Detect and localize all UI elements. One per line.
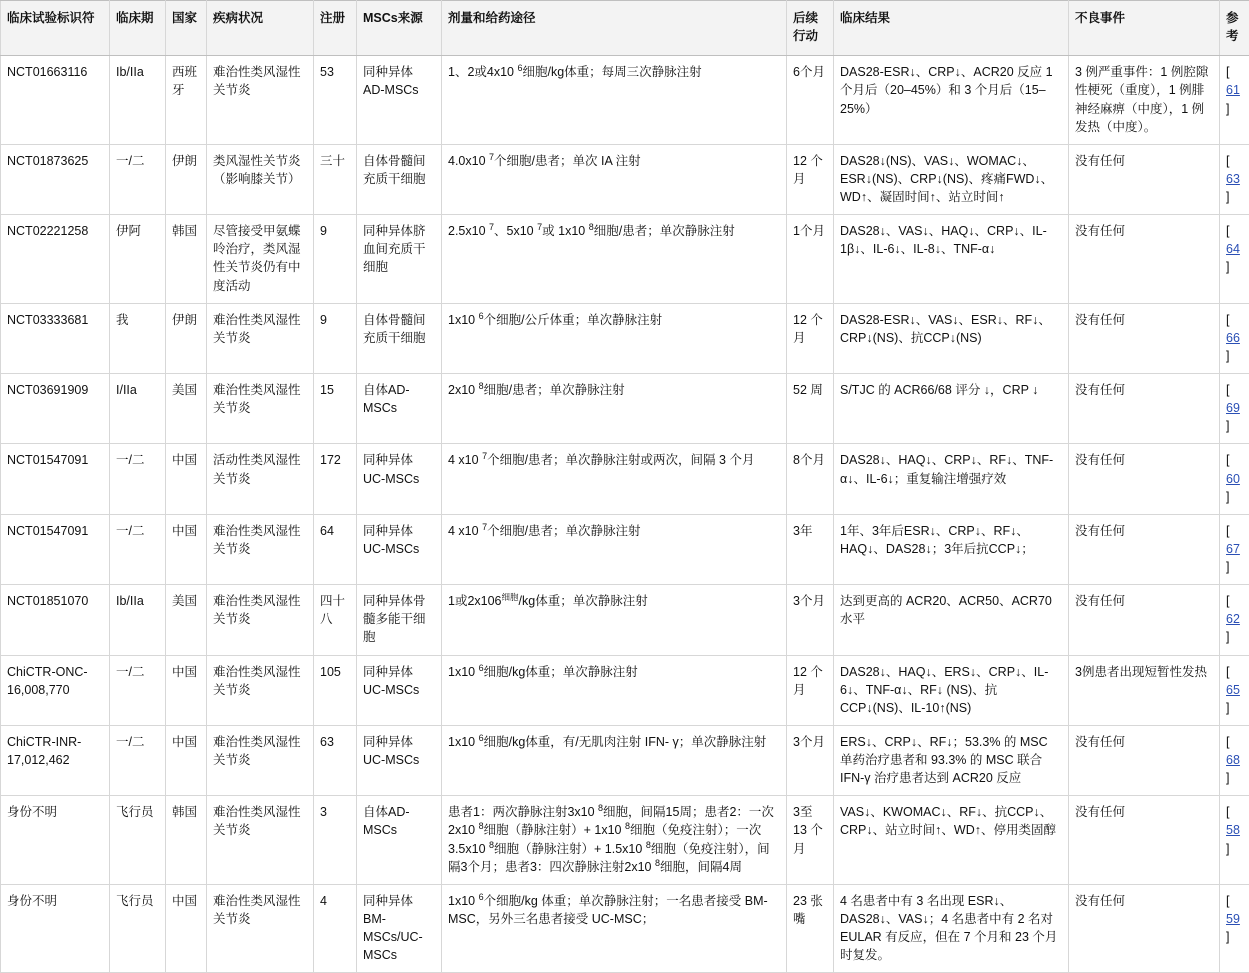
reference-bracket-close: ] <box>1226 701 1229 715</box>
followup-cell: 12 个月 <box>787 144 834 214</box>
outcome-cell: ERS↓、CRP↓、RF↓；53.3% 的 MSC 单药治疗患者和 93.3% 的 MSC 联合 IFN-γ 治疗患者达到 ACR20 反应 <box>834 725 1069 795</box>
reference-bracket-close: ] <box>1226 930 1229 944</box>
phase-cell: 飞行员 <box>110 884 166 973</box>
table-row <box>1 514 1249 584</box>
outcome-cell: S/TJC 的 ACR66/68 评分 ↓，CRP ↓ <box>834 374 1069 444</box>
reference-cell <box>1220 725 1249 795</box>
dose-route-cell: 1、2或4x10 $^6$细胞/kg体重；每周三次静脉注射 <box>442 56 787 145</box>
reference-cell <box>1220 514 1249 584</box>
column-header-dose-route: 剂量和给药途径 <box>442 1 787 56</box>
column-header-followup: 后续行动 <box>787 1 834 56</box>
msc-source-cell: 自体骨髓间充质干细胞 <box>357 303 442 373</box>
reference-cell <box>1220 374 1249 444</box>
followup-cell: 3个月 <box>787 585 834 655</box>
adverse-events-cell: 没有任何 <box>1069 884 1220 973</box>
phase-cell: 我 <box>110 303 166 373</box>
table-row <box>1 56 1249 145</box>
country-cell: 韩国 <box>166 796 207 885</box>
reference-link[interactable]: 61 <box>1226 83 1240 97</box>
trial-id-cell: NCT01851070 <box>1 585 110 655</box>
reference-cell <box>1220 56 1249 145</box>
country-cell: 韩国 <box>166 215 207 304</box>
outcome-cell: 1年、3年后ESR↓、CRP↓、RF↓、HAQ↓、DAS28↓；3年后抗CCP↓； <box>834 514 1069 584</box>
trial-id-cell: NCT03333681 <box>1 303 110 373</box>
reference-link[interactable]: 66 <box>1226 331 1240 345</box>
column-header-msc-source: MSCs来源 <box>357 1 442 56</box>
followup-cell: 1个月 <box>787 215 834 304</box>
reference-cell <box>1220 215 1249 304</box>
dose-route-cell: 1x10 $^6$个细胞/公斤体重；单次静脉注射 <box>442 303 787 373</box>
reference-bracket-open: [ <box>1226 524 1229 538</box>
dose-route-cell: 1x10 $^6$细胞/kg体重，有/无肌肉注射 IFN- γ；单次静脉注射 <box>442 725 787 795</box>
table-header-row <box>1 1 1249 56</box>
reference-bracket-open: [ <box>1226 154 1229 168</box>
table-body <box>1 56 1249 973</box>
reference-link[interactable]: 59 <box>1226 912 1240 926</box>
disease-cell: 尽管接受甲氨蝶呤治疗，类风湿性关节炎仍有中度活动 <box>207 215 314 304</box>
outcome-cell: DAS28↓(NS)、VAS↓、WOMAC↓、ESR↓(NS)、CRP↓(NS)、疼痛FWD↓、WD↑、凝固时间↑、站立时间↑ <box>834 144 1069 214</box>
trial-id-cell: NCT02221258 <box>1 215 110 304</box>
disease-cell: 难治性类风湿性关节炎 <box>207 884 314 973</box>
disease-cell: 难治性类风湿性关节炎 <box>207 374 314 444</box>
msc-source-cell: 自体AD-MSCs <box>357 374 442 444</box>
dose-route-cell: 1或$2x106^{细胞}/kg$体重；单次静脉注射 <box>442 585 787 655</box>
reference-link[interactable]: 62 <box>1226 612 1240 626</box>
followup-cell: 52 周 <box>787 374 834 444</box>
country-cell: 美国 <box>166 374 207 444</box>
reference-bracket-close: ] <box>1226 260 1229 274</box>
adverse-events-cell: 没有任何 <box>1069 215 1220 304</box>
outcome-cell: 4 名患者中有 3 名出现 ESR↓、DAS28↓、VAS↓；4 名患者中有 2 名对 EULAR 有反应，但在 7 个月和 23 个月时复发。 <box>834 884 1069 973</box>
adverse-events-cell: 没有任何 <box>1069 585 1220 655</box>
reference-bracket-open: [ <box>1226 665 1229 679</box>
enrollment-cell: 53 <box>314 56 357 145</box>
followup-cell: 3个月 <box>787 725 834 795</box>
reference-bracket-open: [ <box>1226 805 1229 819</box>
reference-bracket-close: ] <box>1226 419 1229 433</box>
trial-id-cell: ChiCTR-ONC-16,008,770 <box>1 655 110 725</box>
msc-source-cell: 同种异体 UC-MSCs <box>357 444 442 514</box>
disease-cell: 活动性类风湿性关节炎 <box>207 444 314 514</box>
reference-bracket-open: [ <box>1226 735 1229 749</box>
reference-cell <box>1220 144 1249 214</box>
reference-bracket-close: ] <box>1226 102 1229 116</box>
reference-bracket-open: [ <box>1226 313 1229 327</box>
country-cell: 中国 <box>166 884 207 973</box>
reference-bracket-open: [ <box>1226 383 1229 397</box>
enrollment-cell: 三十 <box>314 144 357 214</box>
disease-cell: 难治性类风湿性关节炎 <box>207 514 314 584</box>
table-row <box>1 655 1249 725</box>
msc-source-cell: 同种异体 UC-MSCs <box>357 514 442 584</box>
reference-bracket-open: [ <box>1226 224 1229 238</box>
table-row <box>1 725 1249 795</box>
adverse-events-cell: 3 例严重事件：1 例腔隙性梗死（重度），1 例腓神经麻痹（中度），1 例发热（中度）。 <box>1069 56 1220 145</box>
country-cell: 美国 <box>166 585 207 655</box>
reference-cell <box>1220 585 1249 655</box>
adverse-events-cell: 没有任何 <box>1069 374 1220 444</box>
reference-link[interactable]: 65 <box>1226 683 1240 697</box>
reference-link[interactable]: 58 <box>1226 823 1240 837</box>
dose-route-cell: 1x10 $^6$细胞/kg体重；单次静脉注射 <box>442 655 787 725</box>
outcome-cell: DAS28↓、VAS↓、HAQ↓、CRP↓、IL-1β↓、IL-6↓、IL-8↓、TNF-α↓ <box>834 215 1069 304</box>
reference-bracket-close: ] <box>1226 349 1229 363</box>
phase-cell: 一/二 <box>110 144 166 214</box>
adverse-events-cell: 没有任何 <box>1069 444 1220 514</box>
reference-cell <box>1220 796 1249 885</box>
dose-route-cell: 患者1：两次静脉注射3x10 $^8$细胞，间隔15周；患者2：一次2x10 $^8$细胞（静脉注射）+ 1x10 $^8$细胞（免疫注射）；一次3.5x10 $^8$细胞（静脉注射）+ 1.5x10 $^8$细胞（免疫注射），间隔3个月；患者3：四次静脉注射2x10 $^8$细胞，间隔4周 <box>442 796 787 885</box>
reference-link[interactable]: 60 <box>1226 472 1240 486</box>
disease-cell: 难治性类风湿性关节炎 <box>207 725 314 795</box>
disease-cell: 难治性类风湿性关节炎 <box>207 585 314 655</box>
dose-route-cell: 1x10 $^6$个细胞/kg 体重；单次静脉注射；一名患者接受 BM-MSC，另外三名患者接受 UC-MSC； <box>442 884 787 973</box>
country-cell: 中国 <box>166 725 207 795</box>
table-row <box>1 374 1249 444</box>
msc-source-cell: 同种异体脐血间充质干细胞 <box>357 215 442 304</box>
enrollment-cell: 4 <box>314 884 357 973</box>
table-row <box>1 303 1249 373</box>
table-row <box>1 796 1249 885</box>
adverse-events-cell: 没有任何 <box>1069 725 1220 795</box>
column-header-trial-id: 临床试验标识符 <box>1 1 110 56</box>
adverse-events-cell: 没有任何 <box>1069 514 1220 584</box>
column-header-adverse-events: 不良事件 <box>1069 1 1220 56</box>
adverse-events-cell: 没有任何 <box>1069 303 1220 373</box>
enrollment-cell: 15 <box>314 374 357 444</box>
country-cell: 伊朗 <box>166 144 207 214</box>
phase-cell: 一/二 <box>110 444 166 514</box>
phase-cell: 飞行员 <box>110 796 166 885</box>
enrollment-cell: 172 <box>314 444 357 514</box>
table-row <box>1 215 1249 304</box>
table-header <box>1 1 1249 56</box>
reference-bracket-open: [ <box>1226 894 1229 908</box>
reference-bracket-close: ] <box>1226 560 1229 574</box>
followup-cell: 3至 13 个月 <box>787 796 834 885</box>
table-row <box>1 444 1249 514</box>
disease-cell: 难治性类风湿性关节炎 <box>207 56 314 145</box>
reference-cell <box>1220 444 1249 514</box>
phase-cell: 一/二 <box>110 514 166 584</box>
reference-cell <box>1220 655 1249 725</box>
dose-route-cell: 2x10 $^8$细胞/患者；单次静脉注射 <box>442 374 787 444</box>
reference-link[interactable]: 69 <box>1226 401 1240 415</box>
table-row <box>1 585 1249 655</box>
msc-source-cell: 同种异体 AD-MSCs <box>357 56 442 145</box>
enrollment-cell: 9 <box>314 215 357 304</box>
country-cell: 伊朗 <box>166 303 207 373</box>
followup-cell: 8个月 <box>787 444 834 514</box>
dose-route-cell: 2.5x10 $^7$、5x10 $^7$或 1x10 $^8$细胞/患者；单次静脉注射 <box>442 215 787 304</box>
disease-cell: 难治性类风湿性关节炎 <box>207 655 314 725</box>
phase-cell: 一/二 <box>110 655 166 725</box>
reference-bracket-close: ] <box>1226 771 1229 785</box>
trial-id-cell: 身份不明 <box>1 796 110 885</box>
outcome-cell: DAS28-ESR↓、VAS↓、ESR↓、RF↓、CRP↓(NS)、抗CCP↓(NS) <box>834 303 1069 373</box>
column-header-phase: 临床期 <box>110 1 166 56</box>
msc-source-cell: 同种异体 UC-MSCs <box>357 655 442 725</box>
enrollment-cell: 9 <box>314 303 357 373</box>
reference-link[interactable]: 68 <box>1226 753 1240 767</box>
reference-bracket-close: ] <box>1226 842 1229 856</box>
reference-bracket-open: [ <box>1226 453 1229 467</box>
phase-cell: 伊阿 <box>110 215 166 304</box>
msc-source-cell: 自体骨髓间充质干细胞 <box>357 144 442 214</box>
dose-route-cell: 4 x10 $^7$个细胞/患者；单次静脉注射或两次，间隔 3 个月 <box>442 444 787 514</box>
column-header-reference: 参考 <box>1220 1 1249 56</box>
adverse-events-cell: 没有任何 <box>1069 796 1220 885</box>
followup-cell: 12 个月 <box>787 303 834 373</box>
enrollment-cell: 四十八 <box>314 585 357 655</box>
dose-route-cell: 4 x10 $^7$个细胞/患者；单次静脉注射 <box>442 514 787 584</box>
enrollment-cell: 105 <box>314 655 357 725</box>
reference-cell <box>1220 303 1249 373</box>
trial-id-cell: NCT01547091 <box>1 514 110 584</box>
followup-cell: 23 张嘴 <box>787 884 834 973</box>
reference-bracket-close: ] <box>1226 490 1229 504</box>
followup-cell: 12 个月 <box>787 655 834 725</box>
disease-cell: 难治性类风湿性关节炎 <box>207 796 314 885</box>
disease-cell: 难治性类风湿性关节炎 <box>207 303 314 373</box>
msc-source-cell: 同种异体骨髓多能干细胞 <box>357 585 442 655</box>
msc-source-cell: 自体AD-MSCs <box>357 796 442 885</box>
phase-cell: Ib/IIa <box>110 585 166 655</box>
enrollment-cell: 3 <box>314 796 357 885</box>
followup-cell: 3年 <box>787 514 834 584</box>
reference-bracket-close: ] <box>1226 630 1229 644</box>
column-header-country: 国家 <box>166 1 207 56</box>
adverse-events-cell: 3例患者出现短暂性发热 <box>1069 655 1220 725</box>
reference-link[interactable]: 64 <box>1226 242 1240 256</box>
reference-link[interactable]: 63 <box>1226 172 1240 186</box>
country-cell: 中国 <box>166 655 207 725</box>
trial-id-cell: NCT03691909 <box>1 374 110 444</box>
reference-link[interactable]: 67 <box>1226 542 1240 556</box>
trial-id-cell: ChiCTR-INR-17,012,462 <box>1 725 110 795</box>
outcome-cell: DAS28↓、HAQ↓、CRP↓、RF↓、TNF-α↓、IL-6↓；重复输注增强疗效 <box>834 444 1069 514</box>
adverse-events-cell: 没有任何 <box>1069 144 1220 214</box>
column-header-disease: 疾病状况 <box>207 1 314 56</box>
outcome-cell: VAS↓、KWOMAC↓、RF↓、抗CCP↓、CRP↓、站立时间↑、WD↑、停用类固醇 <box>834 796 1069 885</box>
reference-bracket-open: [ <box>1226 65 1229 79</box>
dose-route-cell: 4.0x10 $^7$个细胞/患者；单次 IA 注射 <box>442 144 787 214</box>
trial-id-cell: 身份不明 <box>1 884 110 973</box>
phase-cell: Ib/IIa <box>110 56 166 145</box>
reference-bracket-open: [ <box>1226 594 1229 608</box>
country-cell: 西班牙 <box>166 56 207 145</box>
table-row <box>1 144 1249 214</box>
trial-id-cell: NCT01547091 <box>1 444 110 514</box>
msc-source-cell: 同种异体 BM-MSCs/UC-MSCs <box>357 884 442 973</box>
phase-cell: 一/二 <box>110 725 166 795</box>
column-header-enrollment: 注册 <box>314 1 357 56</box>
column-header-outcome: 临床结果 <box>834 1 1069 56</box>
trial-id-cell: NCT01663116 <box>1 56 110 145</box>
reference-bracket-close: ] <box>1226 190 1229 204</box>
disease-cell: 类风湿性关节炎（影响膝关节） <box>207 144 314 214</box>
country-cell: 中国 <box>166 444 207 514</box>
country-cell: 中国 <box>166 514 207 584</box>
phase-cell: I/IIa <box>110 374 166 444</box>
enrollment-cell: 63 <box>314 725 357 795</box>
outcome-cell: DAS28↓、HAQ↓、ERS↓、CRP↓、IL-6↓、TNF-α↓、RF↓ (NS)、抗CCP↓(NS)、IL-10↑(NS) <box>834 655 1069 725</box>
msc-source-cell: 同种异体 UC-MSCs <box>357 725 442 795</box>
trial-id-cell: NCT01873625 <box>1 144 110 214</box>
outcome-cell: DAS28-ESR↓、CRP↓、ACR20 反应 1 个月后（20–45%）和 3 个月后（15–25%） <box>834 56 1069 145</box>
enrollment-cell: 64 <box>314 514 357 584</box>
followup-cell: 6个月 <box>787 56 834 145</box>
outcome-cell: 达到更高的 ACR20、ACR50、ACR70 水平 <box>834 585 1069 655</box>
